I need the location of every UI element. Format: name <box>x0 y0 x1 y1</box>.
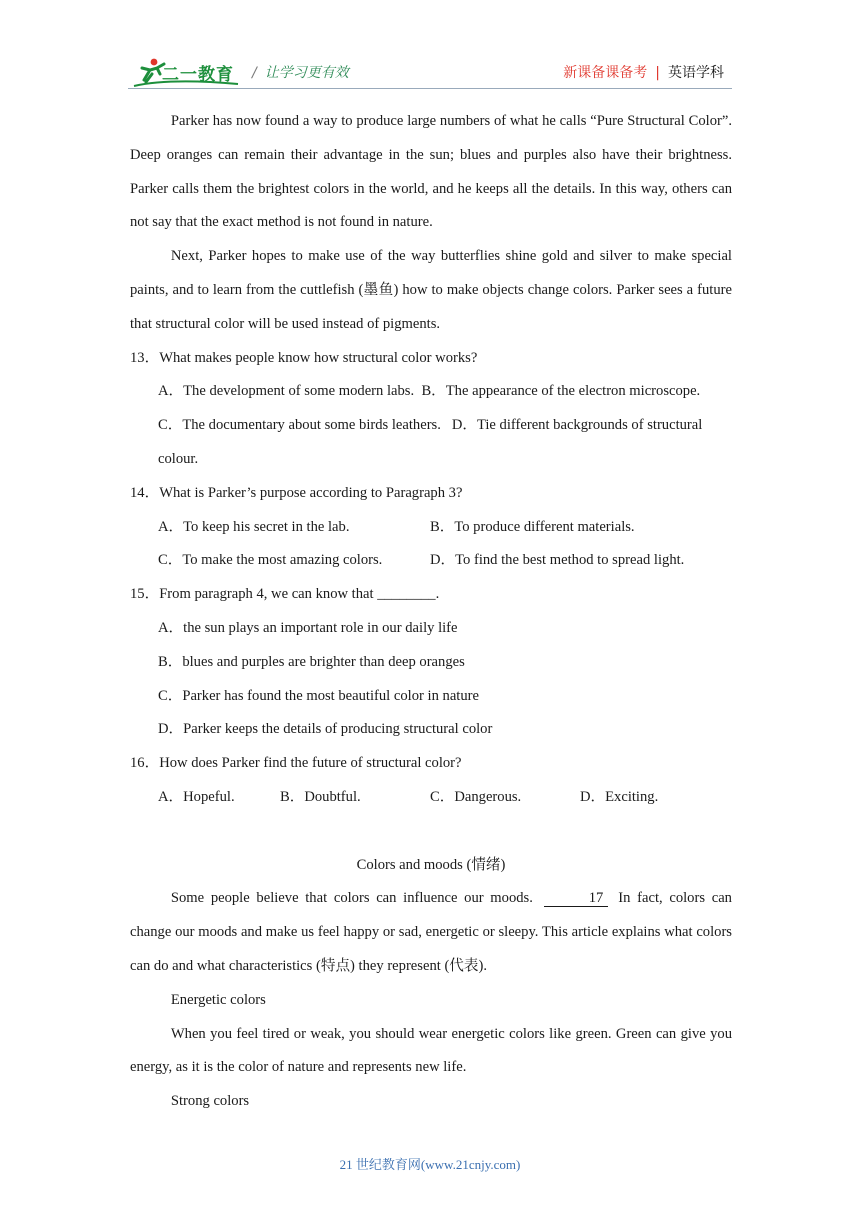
slogan-text: 让学习更有效 <box>264 65 349 81</box>
passage-paragraph: Next, Parker hopes to make use of the way butterflies shine gold and silver to make special paints, and to learn from the cuttlefish (墨鱼) how to make objects change colors. Parker sees a future that structural color will be used instead of pigments. <box>130 248 732 332</box>
logo-text: 二一教育 <box>162 65 234 85</box>
article-title: Colors and moods (情绪) <box>356 856 506 873</box>
article-paragraph <box>130 882 732 983</box>
header-subject-name: 英语学科 <box>668 65 724 81</box>
option-c: C．The documentary about some birds leathers. <box>158 417 441 434</box>
question-14-options-row1 <box>130 511 732 545</box>
option-a: A．To keep his secret in the lab. <box>158 518 350 535</box>
paragraph-text-after-blank: In fact, colors can change our moods and make us feel happy or sad, energetic or sleepy. This article explains what colors can do and what characteristics (特点) they represent (代表). <box>130 890 732 974</box>
option-d-continued: colour. <box>158 450 199 467</box>
option-c: C．Parker has found the most beautiful color in nature <box>158 687 479 704</box>
passage-paragraph: Parker has now found a way to produce large numbers of what he calls “Pure Structural Color”. Deep oranges can remain their advantage in the sun; blues and purples also have their brightness. Parker calls them the brightest colors in the world, and he keeps all the details. In this way, others can not say that the exact method is not found in nature. <box>130 113 732 231</box>
option-a: A．The development of some modern labs. <box>158 383 415 400</box>
section-heading: Energetic colors <box>170 991 266 1008</box>
option-c: C．To make the most amazing colors. <box>158 552 383 569</box>
option-d: D．To find the best method to spread light. <box>430 552 685 569</box>
footer-source: 21 世纪教育网(www.21cnjy.com) <box>339 1157 521 1172</box>
question-16-stem: 16．How does Parker find the future of structural color? <box>130 755 462 772</box>
option-d: D．Parker keeps the details of producing structural color <box>158 721 493 738</box>
header-divider <box>128 88 732 89</box>
option-b: B．Doubtful. <box>280 788 361 805</box>
option-c: C．Dangerous. <box>430 788 522 805</box>
header-course: 新课备课备考 <box>563 65 648 81</box>
option-a: A．Hopeful. <box>158 788 235 805</box>
option-a: A．the sun plays an important role in our daily life <box>158 619 458 636</box>
section-heading: Strong colors <box>170 1093 250 1110</box>
option-d: D．Tie different backgrounds of structural <box>451 417 703 434</box>
slogan: / 让学习更有效 <box>252 65 349 81</box>
spacer <box>130 815 732 849</box>
option-d: D．Exciting. <box>580 788 659 805</box>
page-header <box>128 52 732 90</box>
question-15-stem: 15．From paragraph 4, we can know that ________. <box>130 586 440 603</box>
question-14-options-row2 <box>130 544 732 578</box>
question-16-options <box>130 781 732 815</box>
question-13-options-row1 <box>130 375 732 409</box>
question-13-stem: 13．What makes people know how structural color works? <box>130 349 478 366</box>
document-body <box>130 105 732 1119</box>
question-14-stem: 14．What is Parker’s purpose according to Paragraph 3? <box>130 484 463 501</box>
paragraph-text-before-blank: Some people believe that colors can influence our moods. <box>170 890 533 907</box>
question-13-options-row2 <box>130 409 732 443</box>
answer-blank-17[interactable]: 17 <box>544 890 608 907</box>
article-paragraph: When you feel tired or weak, you should wear energetic colors like green. Green can give you energy, as it is the color of nature and represents new life. <box>130 1025 732 1076</box>
option-b: B．The appearance of the electron microscope. <box>421 383 701 400</box>
option-b: B．blues and purples are brighter than deep oranges <box>158 653 465 670</box>
header-subject: 新课备课备考 | 英语学科 <box>563 65 724 81</box>
option-b: B．To produce different materials. <box>430 518 635 535</box>
